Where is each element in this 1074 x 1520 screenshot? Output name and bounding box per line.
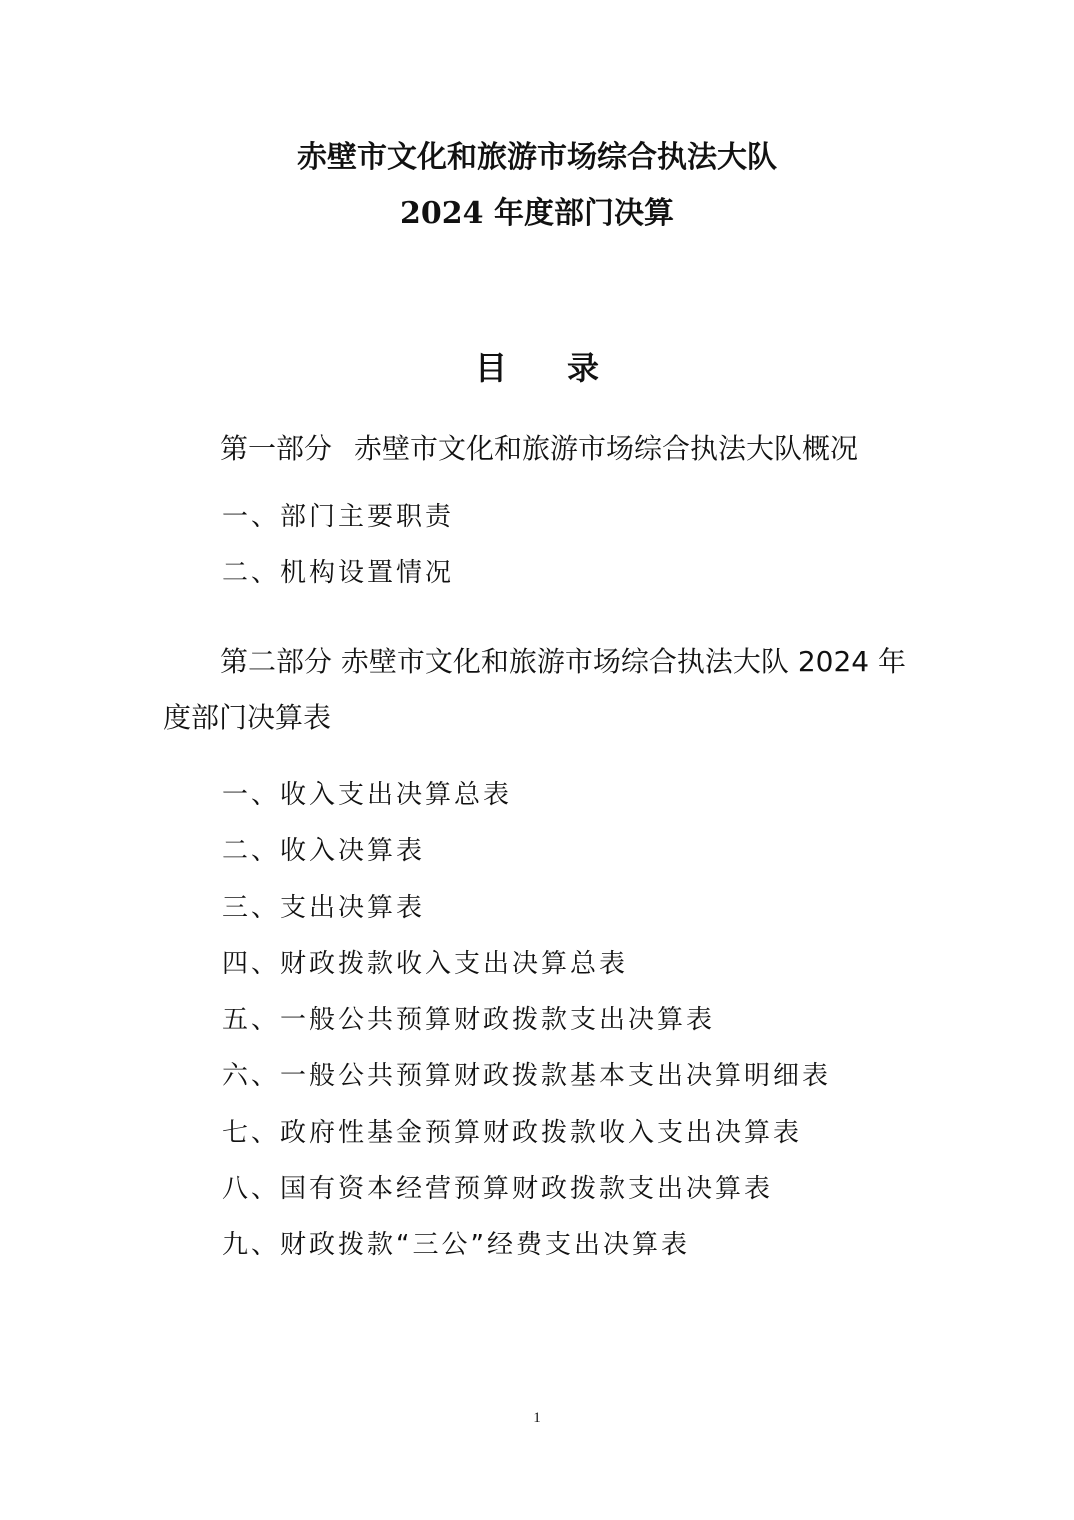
toc-part2-heading [163,634,923,746]
toc-part2-item: 五、一般公共预算财政拨款支出决算表 [222,1005,716,1035]
toc-part1-label: 第一部分 [220,432,333,465]
toc-part2-item: 一、收入支出决算总表 [222,780,513,810]
toc-part1-item: 二、机构设置情况 [222,558,455,588]
document-title-line-1: 赤壁市文化和旅游市场综合执法大队 [297,140,777,175]
toc-part2-label: 第二部分 [220,645,333,678]
toc-part2-item: 六、一般公共预算财政拨款基本支出决算明细表 [222,1061,832,1091]
toc-part2-item: 二、收入决算表 [222,836,426,866]
toc-part2-item: 八、国有资本经营预算财政拨款支出决算表 [222,1174,774,1204]
toc-part2-item: 九、财政拨款“三公”经费支出决算表 [222,1230,690,1260]
toc-part2-item: 三、支出决算表 [222,893,426,923]
toc-part1-heading [220,429,858,469]
page-number: 1 [533,1410,541,1426]
document-title-line-2: 2024 年度部门决算 [400,196,674,231]
toc-heading: 目录 [474,349,659,387]
toc-part2-item: 七、政府性基金预算财政拨款收入支出决算表 [222,1118,803,1148]
toc-part2-item: 四、财政拨款收入支出决算总表 [222,949,629,979]
toc-part2-title: 赤壁市文化和旅游市场综合执法大队 2024 年度部门决算表 [163,645,906,734]
toc-part1-title: 赤壁市文化和旅游市场综合执法大队概况 [354,432,859,465]
toc-part1-item: 一、部门主要职责 [222,502,455,532]
